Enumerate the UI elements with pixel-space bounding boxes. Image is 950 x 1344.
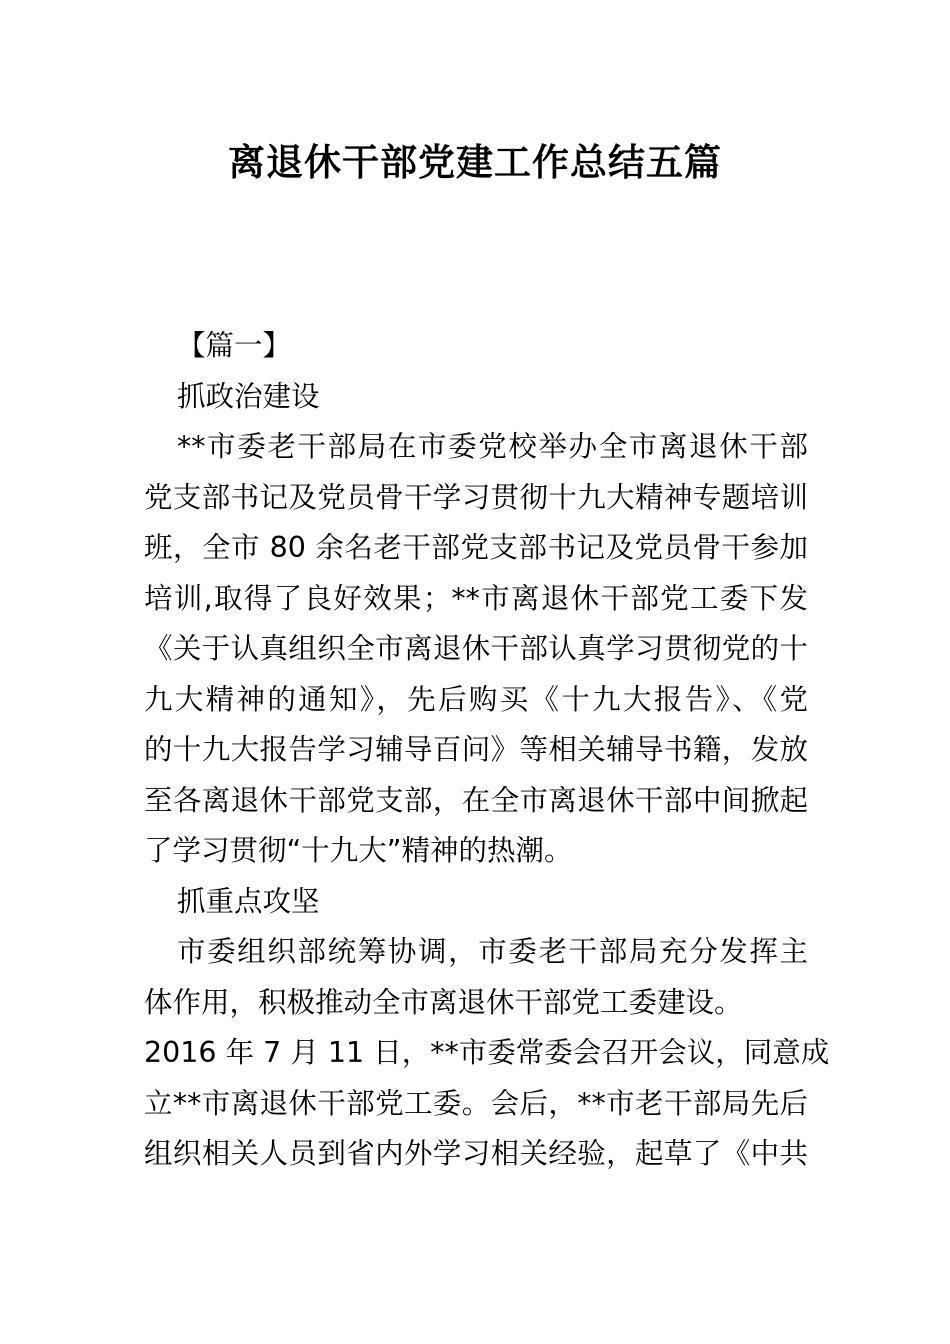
paragraph-line: 培训,取得了良好效果；**市离退休干部党工委下发 [144, 581, 808, 615]
paragraph-line: 2016 年 7 月 11 日，**市委常委会召开会议，同意成 [144, 1036, 830, 1069]
paragraph-political-construction [144, 422, 808, 877]
paragraph-line: 班，全市 80 余名老干部党支部书记及党员骨干参加 [144, 531, 808, 564]
paragraph-line: 九大精神的通知》，先后购买《十九大报告》、《党 [144, 682, 808, 716]
section-heading-key-tasks: 抓重点攻坚 [177, 884, 320, 918]
paragraph-line: 市委组织部统筹协调，市委老干部局充分发挥主 [177, 935, 808, 968]
paragraph-key-tasks [144, 927, 830, 1180]
paragraph-line: 党支部书记及党员骨干学习贯彻十九大精神专题培训 [144, 480, 808, 514]
document-body [144, 321, 830, 1180]
paragraph-line: 体作用，积极推动全市离退休干部党工委建设。 [144, 985, 743, 1019]
section-heading-political: 抓政治建设 [177, 379, 320, 413]
paragraph-line: 了学习贯彻“十九大”精神的热潮。 [144, 834, 573, 867]
paragraph-line: **市委老干部局在市委党校举办全市离退休干部 [177, 430, 808, 463]
paragraph-line: 至各离退休干部党支部，在全市离退休干部中间掀起 [144, 783, 808, 817]
paragraph-line: 组织相关人员到省内外学习相关经验，起草了《中共 [144, 1137, 808, 1170]
paragraph-line: 的十九大报告学习辅导百问》等相关辅导书籍，发放 [144, 733, 808, 766]
document-title: 离退休干部党建工作总结五篇 [228, 141, 722, 184]
paragraph-line: 立**市离退休干部党工委。会后，**市老干部局先后 [144, 1086, 808, 1120]
section-marker: 【篇一】 [177, 329, 292, 362]
paragraph-line: 《关于认真组织全市离退休干部认真学习贯彻党的十 [144, 632, 808, 665]
